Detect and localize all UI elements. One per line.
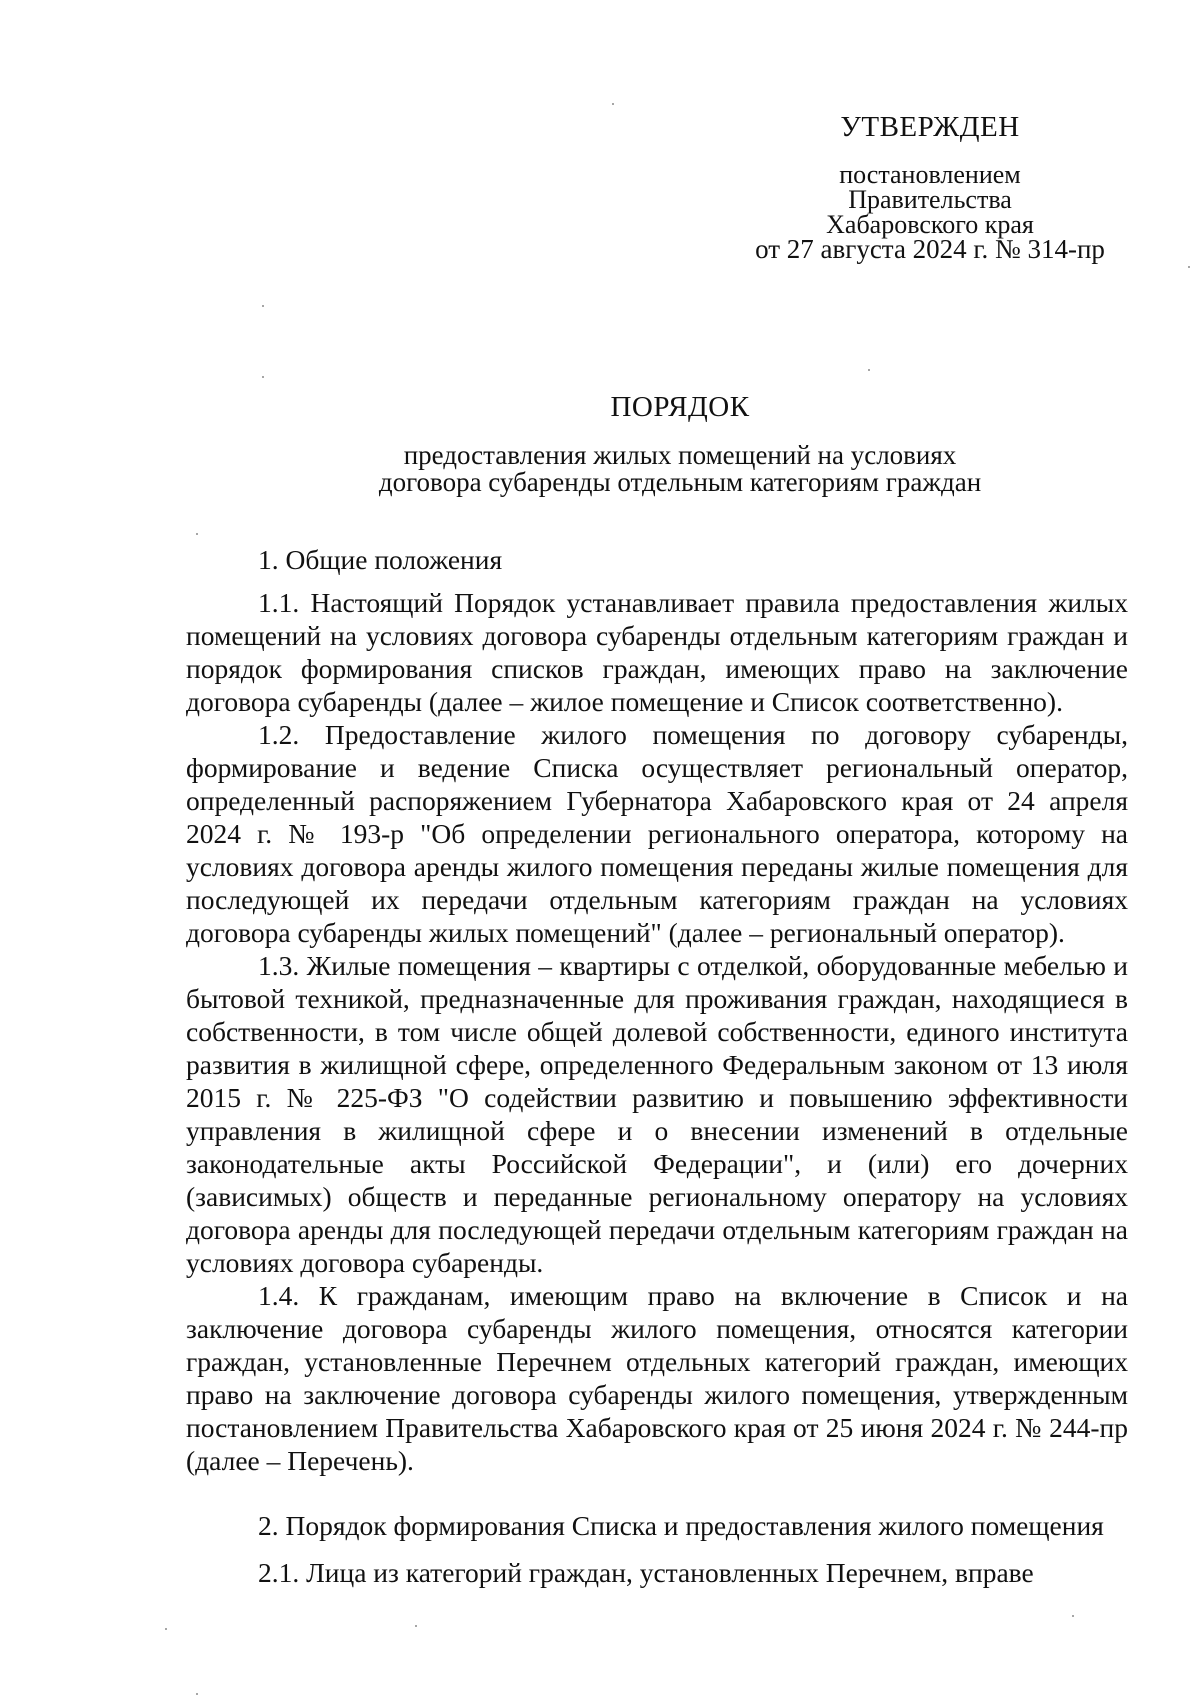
paragraph: 2.1. Лица из категорий граждан, установленных Перечнем, вправе — [258, 1557, 1034, 1588]
approval-title: УТВЕРЖДЕН — [840, 111, 1020, 143]
subtitle-line: договора субаренды отдельным категориям граждан — [378, 467, 982, 497]
scan-speck — [612, 103, 614, 105]
approval-line: Правительства — [848, 185, 1012, 214]
subtitle-line: предоставления жилых помещений на условиях — [403, 440, 957, 470]
scan-speck — [165, 1628, 167, 1630]
scan-speck — [868, 369, 870, 371]
scan-speck — [1188, 266, 1190, 268]
scan-speck — [262, 305, 264, 307]
document-title: ПОРЯДОК — [610, 391, 750, 423]
approval-stamp — [740, 110, 1120, 264]
scan-speck — [196, 1693, 198, 1695]
section-heading: 2. Порядок формирования Списка и предоставления жилого помещения — [258, 1510, 1104, 1541]
scan-speck — [196, 533, 198, 535]
document-subtitle — [330, 442, 1030, 496]
paragraph: 1.4. К гражданам, имеющим право на включение в Список и на заключение договора субаренды жилого помещения, относятся категории граждан, установленные Перечнем отдельных категорий граждан, имеющих право на заключение договора субаренды жилого помещения, утвержденным постановлением Правительства Хабаровского края от 25 июня 2024 г. № 244-пр (далее – Перечень). — [186, 1280, 1128, 1476]
section-heading: 1. Общие положения — [258, 544, 503, 575]
document-body — [186, 543, 1128, 1589]
paragraph: 1.2. Предоставление жилого помещения по договору субаренды, формирование и ведение Списка осуществляет региональный оператор, определенный распоряжением Губернатора Хабаровского края от 24 апреля 2024 г. № 193-р "Об определении регионального оператора, которому на условиях договора аренды жилого помещения переданы жилые помещения для последующей их передачи отдельным категориям граждан на условиях договора субаренды жилых помещений" (далее – региональный оператор). — [186, 719, 1128, 948]
scan-speck — [415, 1625, 417, 1627]
scan-speck — [262, 376, 264, 378]
document-heading — [330, 390, 1030, 496]
scan-speck — [1072, 1615, 1074, 1617]
paragraph: 1.3. Жилые помещения – квартиры с отделкой, оборудованные мебелью и бытовой техникой, предназначенные для проживания граждан, находящиеся в собственности, в том числе общей долевой собственности, единого института развития в жилищной сфере, определенного Федеральным законом от 13 июля 2015 г. № 225-ФЗ "О содействии развитию и повышению эффективности управления в жилищной сфере и о внесении изменений в отдельные законодательные акты Российской Федерации", и (или) его дочерних (зависимых) обществ и переданные региональному оператору на условиях договора аренды для последующей передачи отдельным категориям граждан на условиях договора субаренды. — [186, 950, 1128, 1278]
approval-date: от 27 августа 2024 г. № 314-пр — [755, 234, 1105, 264]
approval-line: постановлением — [839, 160, 1021, 189]
approval-line: Хабаровского края — [826, 210, 1034, 239]
paragraph: 1.1. Настоящий Порядок устанавливает правила предоставления жилых помещений на условиях договора субаренды отдельным категориям граждан и порядок формирования списков граждан, имеющих право на заключение договора субаренды (далее – жилое помещение и Список соответственно). — [186, 587, 1128, 717]
